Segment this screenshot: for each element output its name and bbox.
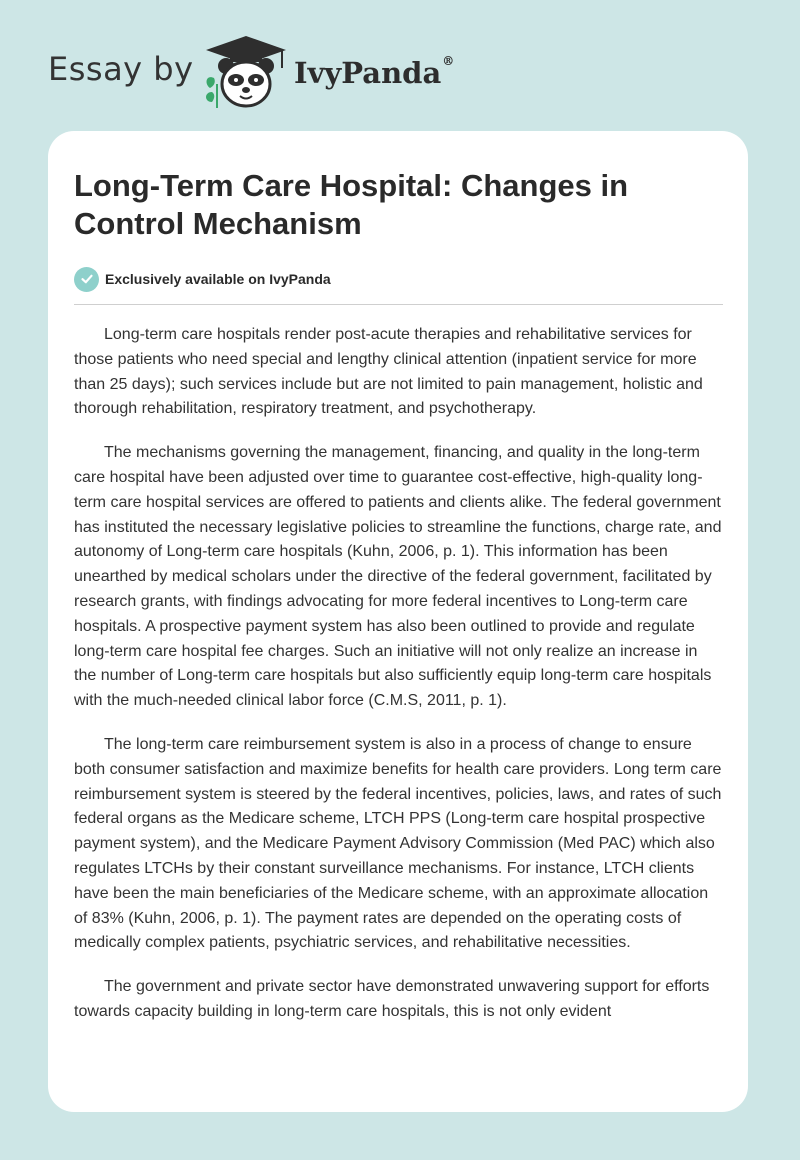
paragraph: The government and private sector have demonstrated unwavering support for efforts towards capacity building in long-term care hospitals, this is not only evident xyxy=(74,978,710,1020)
exclusive-badge xyxy=(74,266,723,292)
essay-by-label: Essay by xyxy=(48,50,194,88)
divider xyxy=(74,304,723,305)
brand-name[interactable] xyxy=(294,56,454,90)
essay-card xyxy=(48,131,748,1112)
exclusive-badge-text: Exclusively available on IvyPanda xyxy=(105,271,331,287)
trademark-symbol: ® xyxy=(442,54,455,68)
checkmark-icon xyxy=(74,267,99,292)
site-header xyxy=(48,34,508,114)
paragraph: The long-term care reimbursement system is also in a process of change to ensure both consumer satisfaction and maximize benefits for health care providers. Long term care reimbursement system is steered by the federal incentives, policies, laws, and rates of such federal organs as the Medicare scheme, LTCH PPS (Long-term care hospital prospective payment system), and the Medicare Payment Advisory Commission (Med PAC) which also regulates LTCHs by their constant surveillance mechanisms. For instance, LTCH clients have been the main beneficiaries of the Medicare scheme, with an approximate allocation of 83% (Kuhn, 2006, p. 1). The payment rates are depended on the operating costs of medically complex patients, psychiatric services, and rehabilitative necessities. xyxy=(74,735,722,952)
essay-title: Long-Term Care Hospital: Changes in Control Mechanism xyxy=(74,168,629,241)
paragraph: The mechanisms governing the management, financing, and quality in the long-term care hospital have been adjusted over time to guarantee cost-effective, high-quality long-term care hospital services are offered to patients and clients alike. The federal government has instituted the necessary legislative policies to streamline the functions, charge rate, and autonomy of Long-term care hospitals (Kuhn, 2006, p. 1). This information has been unearthed by medical scholars under the directive of the federal government, facilitated by research grants, with findings advocating for more federal incentives to Long-term care hospitals. A prospective payment system has also been outlined to provide and regulate long-term care hospital fee charges. Such an initiative will not only realize an increase in the number of Long-term care hospitals but also sufficiently equip long-term care hospitals with the much-needed clinical labor force (C.M.S, 2011, p. 1). xyxy=(74,444,722,710)
paragraph: Long-term care hospitals render post-acute therapies and rehabilitative services for those patients who need special and lengthy clinical attention (inpatient service for more than 25 days); such services include but are not limited to pain management, holistic and thorough rehabilitation, respiratory treatment, and psychotherapy. xyxy=(74,326,703,418)
ivypanda-logo-icon[interactable] xyxy=(200,34,292,119)
brand-name-text: IvyPanda xyxy=(294,56,442,90)
